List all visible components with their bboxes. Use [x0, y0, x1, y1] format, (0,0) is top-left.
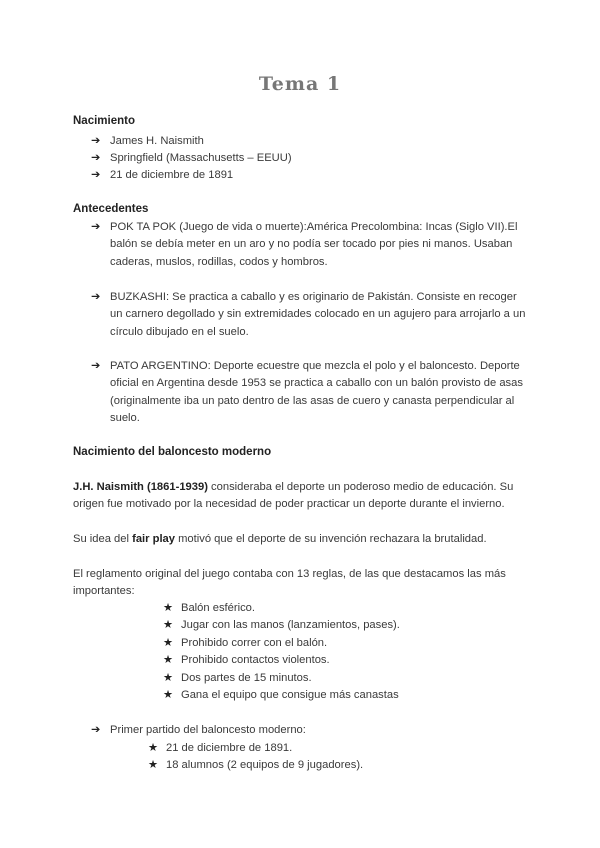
- star-icon: ★: [163, 672, 174, 684]
- rule-text: Balón esférico.: [181, 602, 256, 614]
- rule-text: Prohibido correr con el balón.: [181, 637, 328, 649]
- list-item-text: Primer partido del baloncesto moderno:: [110, 724, 306, 736]
- paragraph-text: motivó que el deporte de su invención rechazara la brutalidad.: [175, 533, 487, 545]
- arrow-icon: ➔: [91, 152, 101, 164]
- rule-item: [163, 600, 255, 617]
- heading-nacimiento: Nacimiento: [73, 115, 135, 127]
- match-text: 18 alumnos (2 equipos de 9 jugadores).: [166, 759, 364, 771]
- star-icon: ★: [163, 619, 174, 631]
- star-icon: ★: [163, 637, 174, 649]
- page-title: Tema 1: [258, 73, 342, 95]
- star-icon: ★: [148, 759, 159, 771]
- paragraph-text: Su idea del: [73, 533, 133, 545]
- list-item-text: Springfield (Massachusetts – EEUU): [110, 152, 292, 164]
- rule-text: Dos partes de 15 minutos.: [181, 672, 312, 684]
- rule-text: Prohibido contactos violentos.: [181, 654, 330, 666]
- arrow-icon: ➔: [91, 291, 101, 303]
- list-item: [91, 133, 531, 150]
- bold-text: J.H. Naismith (1861-1939): [73, 481, 208, 493]
- bold-text: fair play: [132, 533, 175, 545]
- match-text: 21 de diciembre de 1891.: [166, 742, 293, 754]
- heading-antecedentes: Antecedentes: [73, 203, 149, 215]
- paragraph-text: consideraba el deporte un poderoso medio de educación. Su origen fue motivado por la necesidad de poder practicar un deporte durante el invierno.: [73, 481, 514, 511]
- match-item: [148, 740, 292, 757]
- list-item: [91, 289, 531, 341]
- list-item: [91, 150, 531, 167]
- list-item-text: PATO ARGENTINO: Deporte ecuestre que mezcla el polo y el baloncesto. Deporte oficial en Argentina desde 1953 se practica a caballo con un balón provisto de asas (originalmente iba un pato dentro de las asas de cuero y canasta perpendicular al suelo.: [110, 360, 523, 424]
- rule-item: [163, 670, 312, 687]
- list-item-text: BUZKASHI: Se practica a caballo y es originario de Pakistán. Consiste en recoger un carnero degollado y sin extremidades colocado en un agujero para arrojarlo a un círculo dibujado en el suelo.: [110, 291, 526, 338]
- rule-item: [163, 635, 327, 652]
- rule-text: Jugar con las manos (lanzamientos, pases).: [181, 619, 400, 631]
- list-item: [91, 358, 531, 427]
- star-icon: ★: [163, 689, 174, 701]
- arrow-icon: ➔: [91, 221, 101, 233]
- arrow-icon: ➔: [91, 724, 101, 736]
- rule-item: [163, 617, 400, 634]
- paragraph-fair-play: [73, 531, 528, 548]
- star-icon: ★: [163, 602, 174, 614]
- list-item: [91, 167, 531, 184]
- match-item: [148, 757, 363, 774]
- arrow-icon: ➔: [91, 169, 101, 181]
- arrow-icon: ➔: [91, 135, 101, 147]
- rule-item: [163, 652, 330, 669]
- rule-text: Gana el equipo que consigue más canastas: [181, 689, 399, 701]
- heading-moderno: Nacimiento del baloncesto moderno: [73, 446, 272, 458]
- star-icon: ★: [163, 654, 174, 666]
- list-item-text: James H. Naismith: [110, 135, 204, 147]
- list-item-text: 21 de diciembre de 1891: [110, 169, 234, 181]
- star-icon: ★: [148, 742, 159, 754]
- arrow-icon: ➔: [91, 360, 101, 372]
- rule-item: [163, 687, 399, 704]
- paragraph-reglamento: El reglamento original del juego contaba con 13 reglas, de las que destacamos las más importantes:: [73, 568, 506, 598]
- paragraph-naismith: [73, 479, 528, 514]
- list-item-text: POK TA POK (Juego de vida o muerte):América Precolombina: Incas (Siglo VII).El balón se debía meter en un aro y no podía ser tocado por pies ni manos. Usaban caderas, muslos, rodillas, codos y hombros.: [110, 221, 518, 268]
- list-item: [91, 219, 531, 271]
- list-item: [91, 722, 531, 739]
